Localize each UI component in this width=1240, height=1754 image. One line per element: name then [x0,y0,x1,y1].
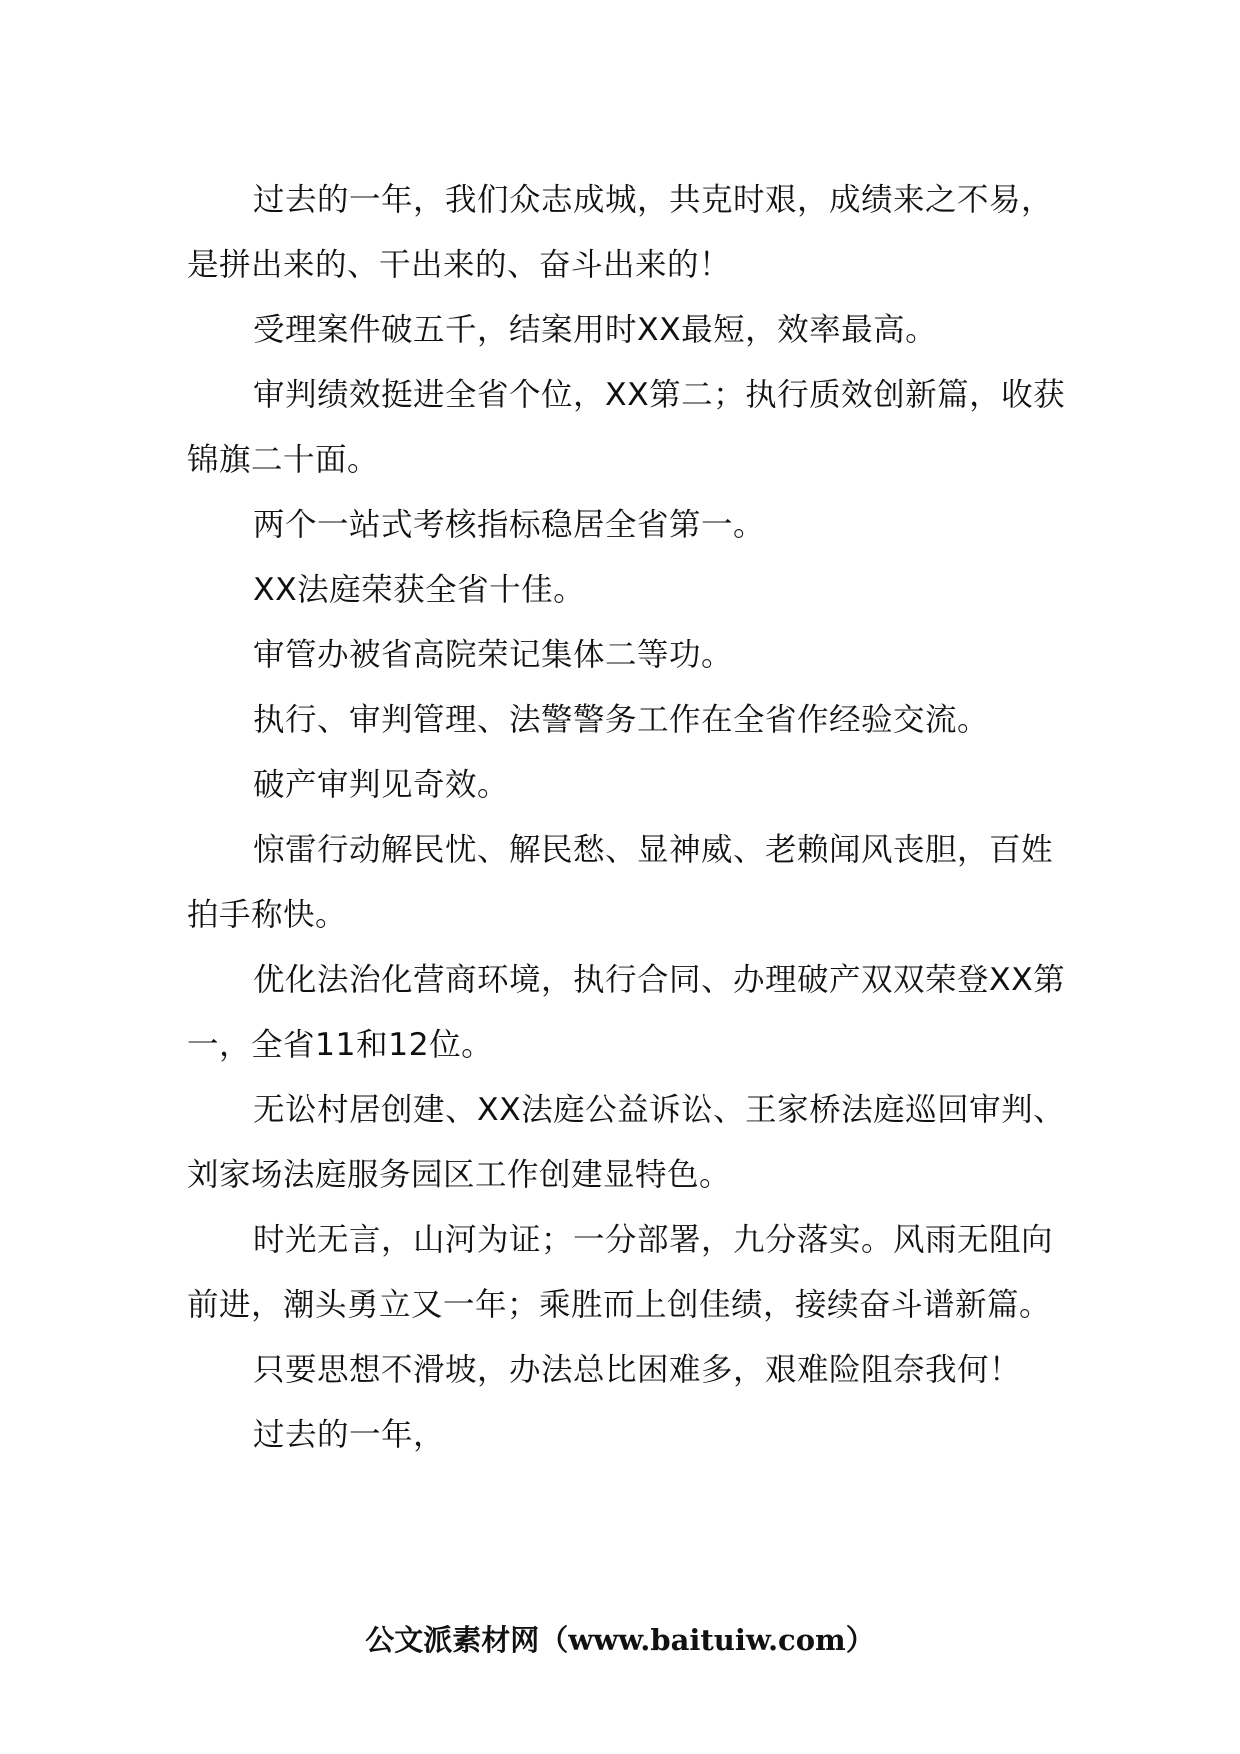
paragraph-5: XX法庭荣获全省十佳。 [253,572,586,608]
document-body [187,168,1067,1468]
footer-watermark: 公文派素材网（www.baituiw.com） [365,1623,875,1657]
paragraph-1: 过去的一年，我们众志成城，共克时艰，成绩来之不易，是拼出来的、干出来的、奋斗出来的！ [187,182,1054,283]
paragraph-11: 无讼村居创建、XX法庭公益诉讼、王家桥法庭巡回审判、刘家场法庭服务园区工作创建显特色。 [187,1092,1066,1193]
paragraph-6: 审管办被省高院荣记集体二等功。 [253,637,734,673]
paragraph-4: 两个一站式考核指标稳居全省第一。 [253,507,766,543]
paragraph-13: 只要思想不滑坡，办法总比困难多，艰难险阻奈我何！ [253,1352,1022,1388]
paragraph-14: 过去的一年， [253,1417,446,1453]
paragraph-10: 优化法治化营商环境，执行合同、办理破产双双荣登XX第一，全省11和12位。 [187,962,1066,1063]
paragraph-3: 审判绩效挺进全省个位，XX第二；执行质效创新篇，收获锦旗二十面。 [187,377,1066,478]
paragraph-2: 受理案件破五千，结案用时XX最短，效率最高。 [253,312,938,348]
paragraph-8: 破产审判见奇效。 [253,767,510,803]
paragraph-12: 时光无言，山河为证；一分部署，九分落实。风雨无阻向前进，潮头勇立又一年；乘胜而上创佳绩，接续奋斗谱新篇。 [187,1222,1054,1323]
paragraph-9: 惊雷行动解民忧、解民愁、显神威、老赖闻风丧胆，百姓拍手称快。 [187,832,1054,933]
paragraph-7: 执行、审判管理、法警警务工作在全省作经验交流。 [253,702,990,738]
